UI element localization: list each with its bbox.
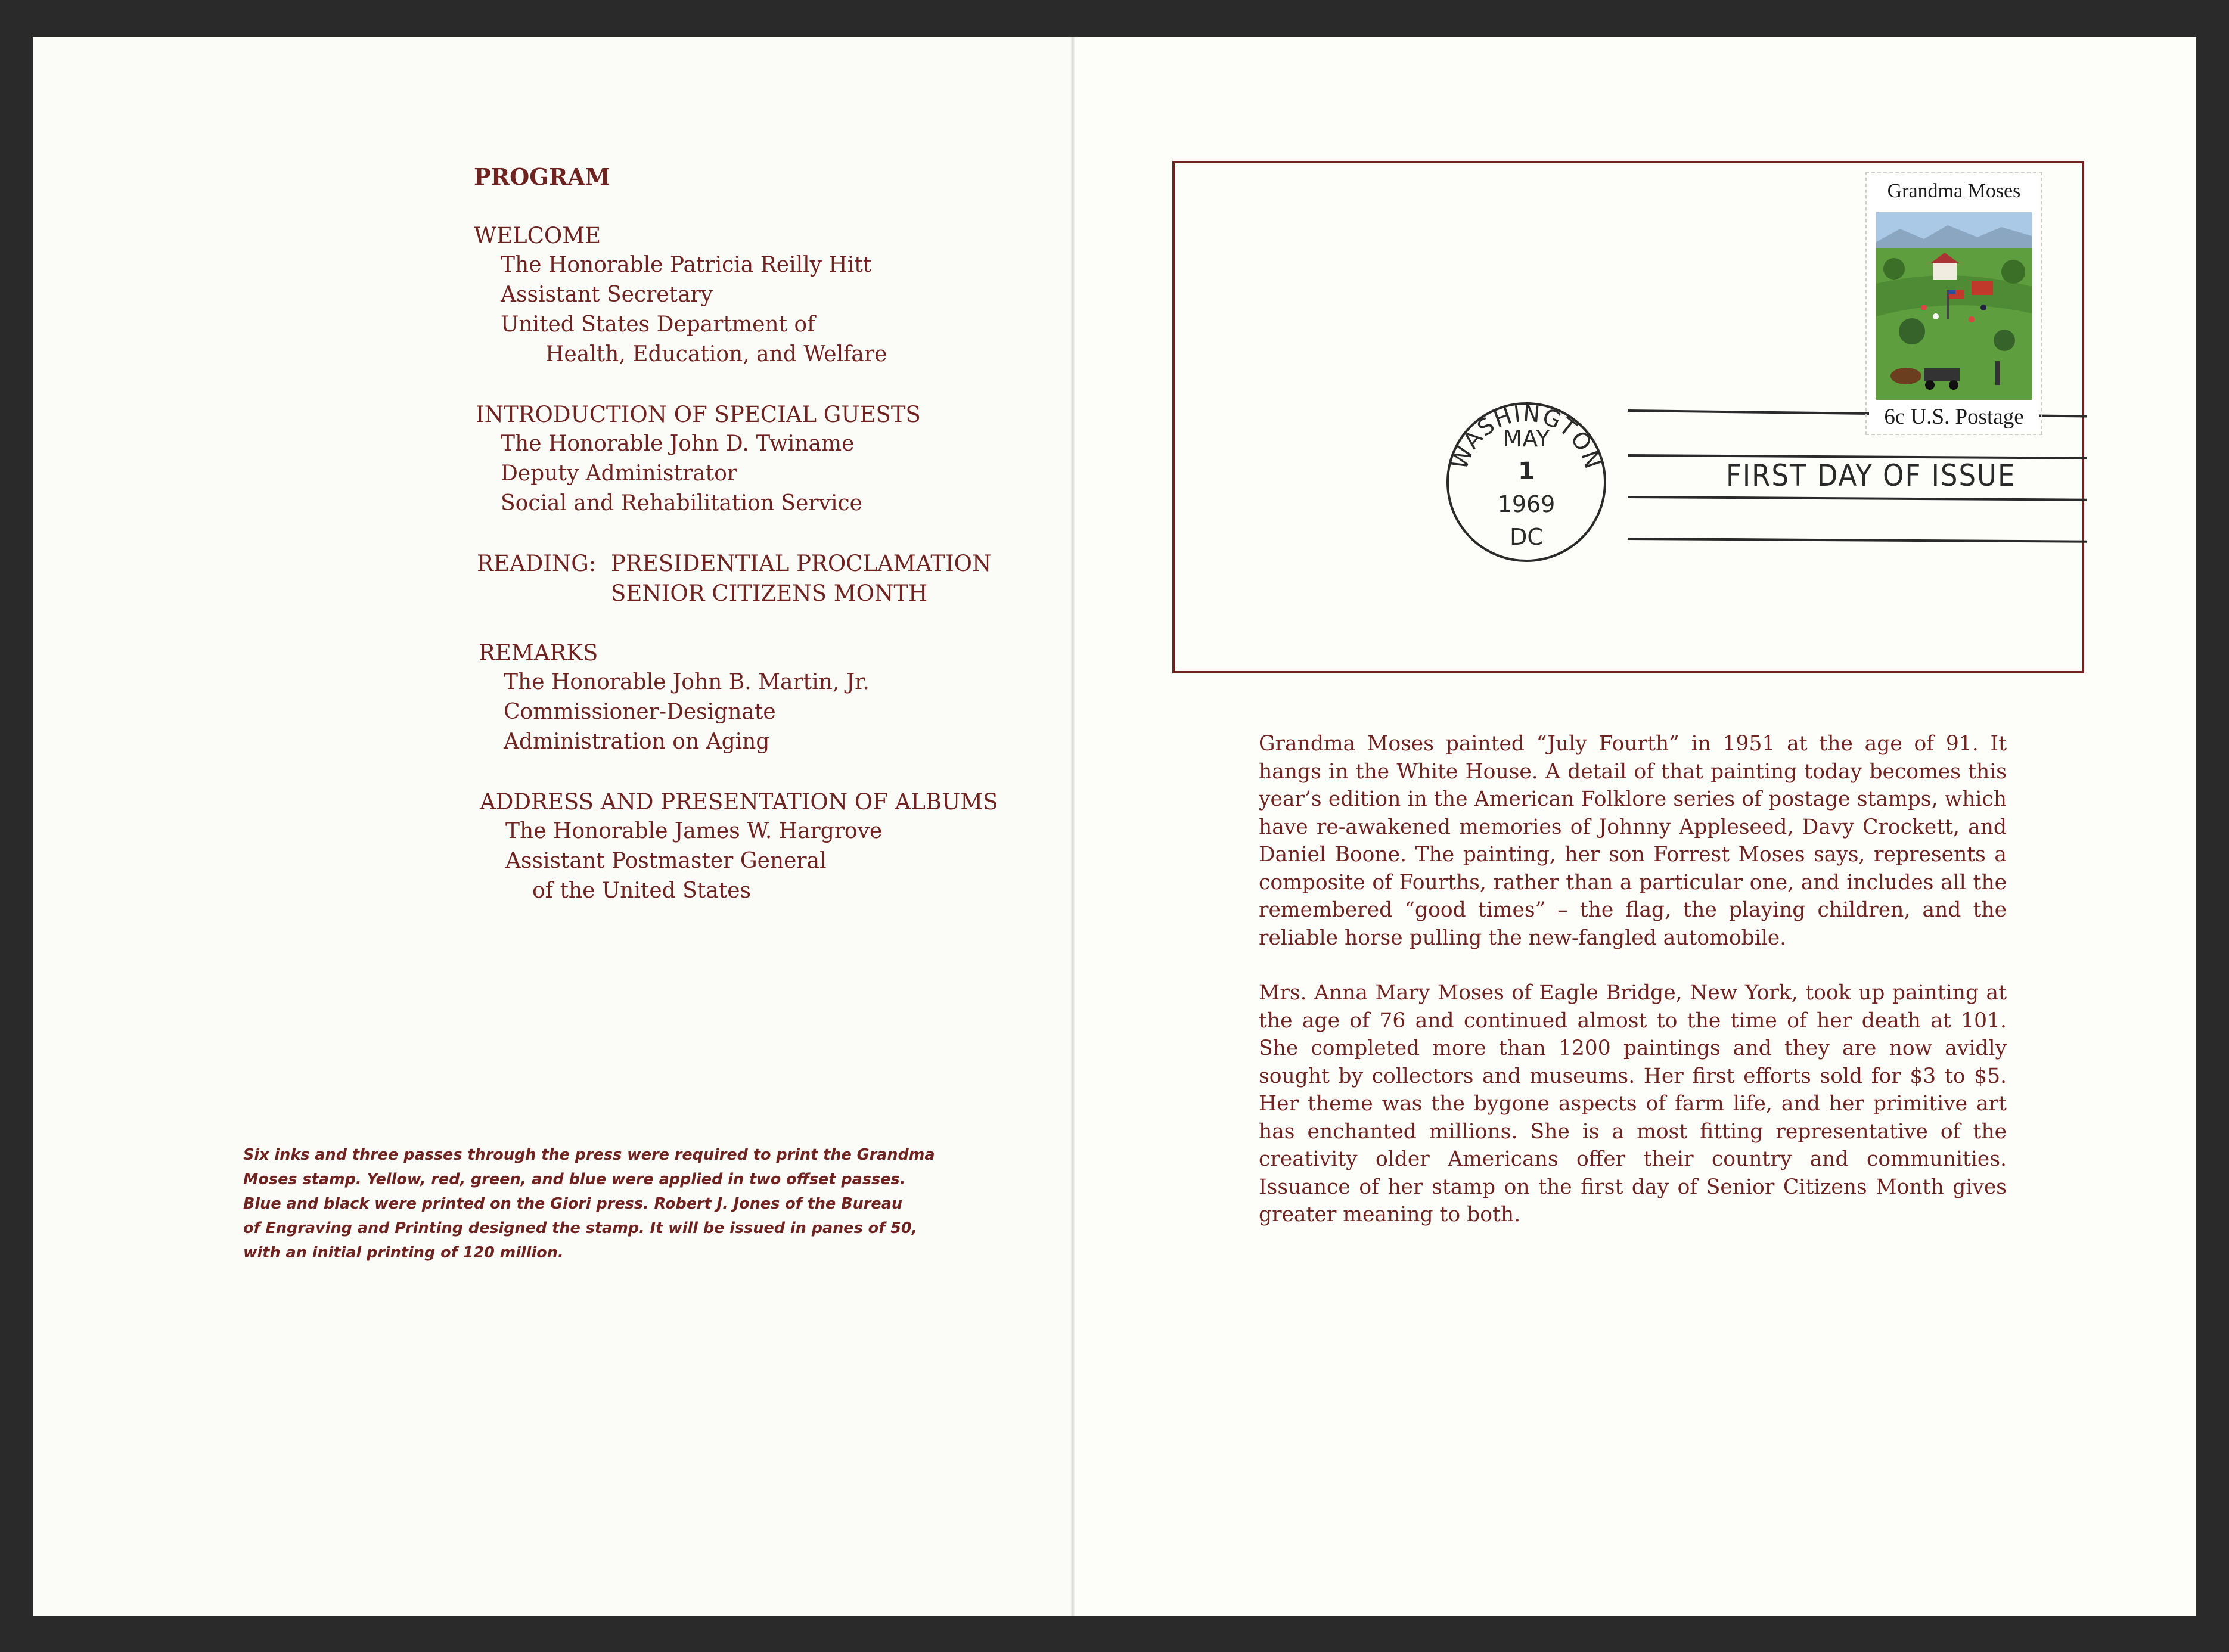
stamp-denomination: 6c U.S. Postage (1884, 405, 2024, 429)
section-title-address: ADDRESS AND PRESENTATION OF ALBUMS (480, 789, 998, 815)
cancel-bar (1628, 539, 2087, 542)
postmark-day: 1 (1518, 458, 1535, 485)
stamp-description (1259, 730, 2007, 1256)
center-fold (1071, 37, 1075, 1616)
welcome-line: Assistant Secretary (501, 282, 713, 307)
postmark-year: 1969 (1497, 491, 1556, 517)
program-heading: PROGRAM (474, 163, 610, 190)
footnote-line: of Engraving and Printing designed the stamp. It will be issued in panes of 50, (243, 1219, 918, 1237)
footnote-line: Moses stamp. Yellow, red, green, and blue were applied in two offset passes. (243, 1170, 906, 1188)
grandma-moses-stamp (1869, 175, 2039, 431)
section-title-remarks: REMARKS (479, 640, 598, 666)
left-panel (33, 37, 1073, 1616)
remarks-line: Administration on Aging (504, 729, 770, 754)
welcome-line: The Honorable Patricia Reilly Hitt (501, 253, 872, 277)
footnote-line: Blue and black were printed on the Giori press. Robert J. Jones of the Bureau (243, 1195, 903, 1213)
address-line: of the United States (532, 878, 751, 903)
introduction-line: The Honorable John D. Twiname (501, 431, 855, 456)
postmark-state: DC (1510, 524, 1543, 550)
footnote-line: Six inks and three passes through the press were required to print the Grandma (243, 1146, 935, 1164)
introduction-line: Deputy Administrator (501, 461, 738, 486)
stamp-painting (1876, 212, 2032, 400)
remarks-line: Commissioner-Designate (504, 700, 776, 724)
cancel-bar (1628, 497, 2087, 500)
first-day-of-issue-slogan: FIRST DAY OF ISSUE (1726, 458, 2016, 493)
section-title-welcome: WELCOME (474, 223, 601, 249)
section-title-reading: READING: (477, 551, 597, 576)
description-paragraph: Grandma Moses painted “July Fourth” in 1951 at the age of 91. It hangs in the White House. A detail of that painting today becomes this year’s edition in the American Folklore series of postage stamps, which have re-awakened memories of Johnny Appleseed, Davy Crockett, and Daniel Boone. The painting, her son Forrest Moses says, represents a composite of Fourths, rather than a particular one, and includes all the remembered “good times” – the flag, the playing children, and the reliable horse pulling the new-fangled automobile. (1259, 732, 2007, 950)
introduction-line: Social and Rehabilitation Service (501, 491, 862, 516)
footnote-line: with an initial printing of 120 million. (243, 1244, 564, 1262)
first-day-cover (1172, 161, 2084, 673)
remarks-line: The Honorable John B. Martin, Jr. (504, 670, 870, 694)
postmark-ring (1448, 403, 1605, 561)
painting-illustration (1876, 212, 2032, 400)
reading-line: SENIOR CITIZENS MONTH (611, 580, 928, 606)
address-line: The Honorable James W. Hargrove (505, 819, 883, 843)
address-line: Assistant Postmaster General (505, 849, 827, 873)
welcome-line: United States Department of (501, 312, 815, 337)
postmark-month: MAY (1502, 426, 1550, 452)
reading-line: PRESIDENTIAL PROCLAMATION (611, 551, 992, 576)
welcome-line: Health, Education, and Welfare (545, 342, 887, 367)
printing-footnote (243, 1143, 1030, 1265)
description-paragraph: Mrs. Anna Mary Moses of Eagle Bridge, New York, took up painting at the age of 76 and continued almost to the time of her death at 101. She completed more than 1200 paintings and they are now avidly sought by collectors and museums. Her first efforts sold for $3 to $5. Her theme was the bygone aspects of farm life, and her primitive art has enchanted millions. She is a most fitting representative of the creativity older Americans offer their country and communities. Issuance of her stamp on the first day of Senior Citizens Month gives greater meaning to both. (1259, 981, 2007, 1226)
postmark-city: WASHINGTON (1446, 400, 1607, 473)
stamp-title: Grandma Moses (1887, 180, 2021, 202)
section-title-introduction: INTRODUCTION OF SPECIAL GUESTS (476, 402, 921, 427)
